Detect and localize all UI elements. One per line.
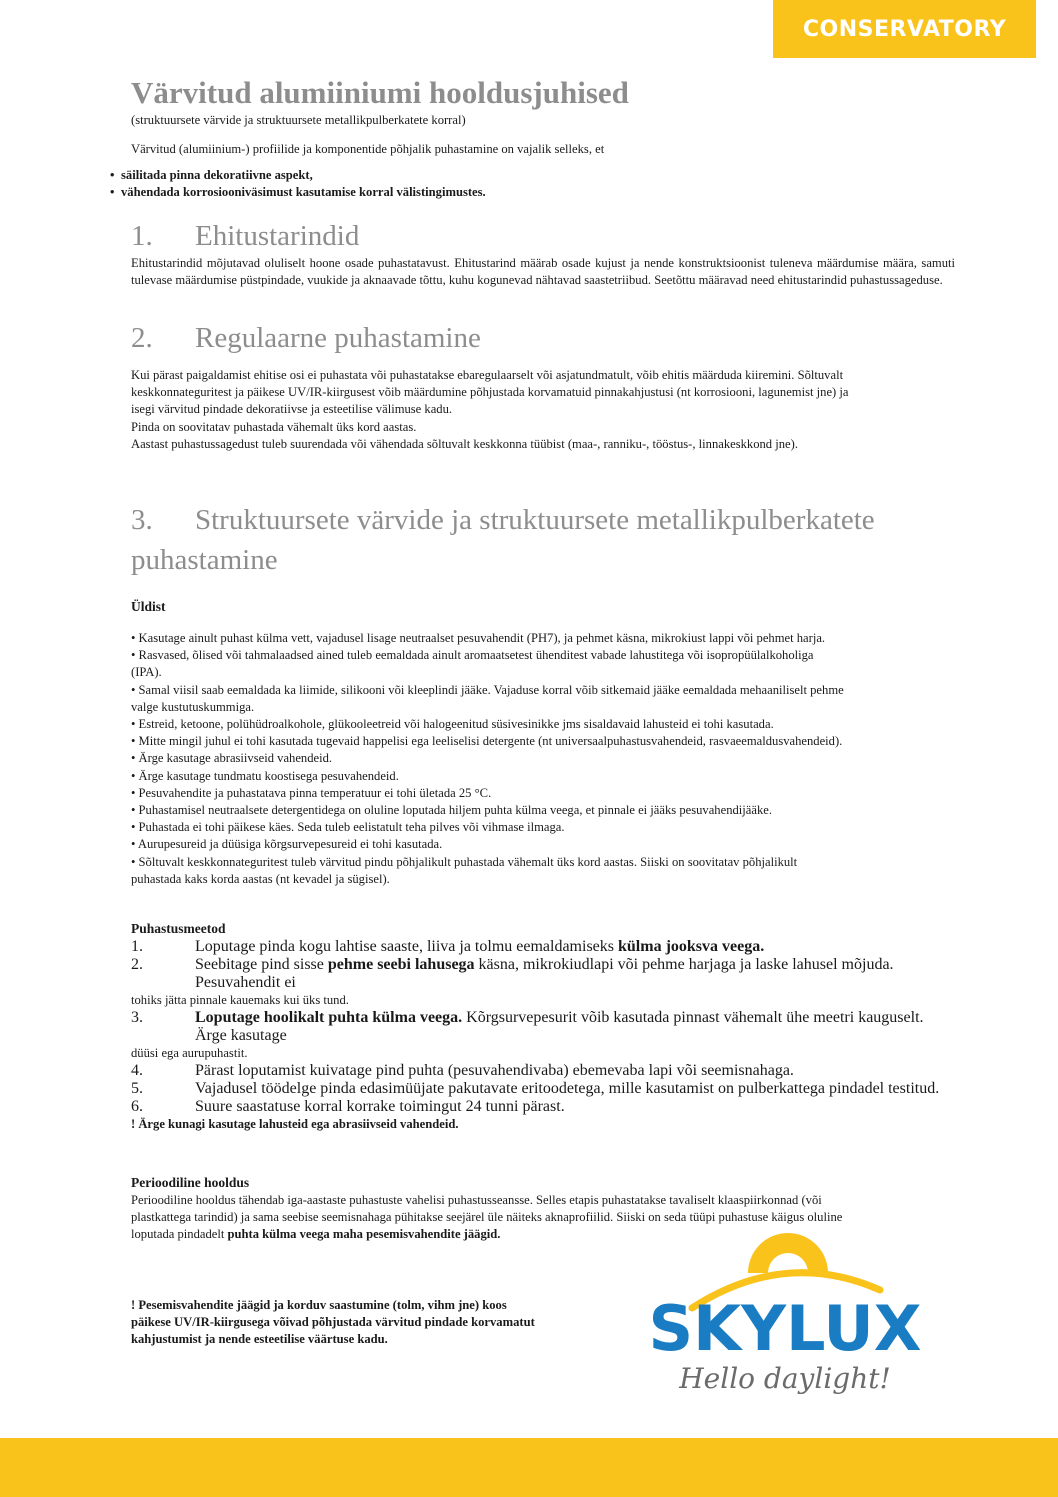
warning-line: päikese UV/IR-kiirgusega võivad põhjustada värvitud pindade korvamatut xyxy=(131,1315,535,1329)
step-emphasis: külma jooksva veega. xyxy=(618,938,765,956)
list-item: • Ärge kasutage tundmatu koostisega pesuvahendeid. xyxy=(131,768,399,783)
skylux-logo xyxy=(630,1228,940,1398)
section-1-heading xyxy=(131,217,955,255)
periodic-heading: Perioodiline hooldus xyxy=(131,1174,250,1190)
list-item: • Samal viisil saab eemaldada ka liimide, silikooni või kleeplindi jääke. Vajaduse korral võib sitkemaid jääke eemaldada mehaaniliselt pehme xyxy=(131,682,844,697)
step-number: 2. xyxy=(131,956,143,974)
intro-bullet-list xyxy=(107,167,955,201)
step-number: 3. xyxy=(131,1009,143,1027)
document-body xyxy=(121,74,955,1243)
section-1-text: Ehitustarindid mõjutavad oluliselt hoone osade puhastatavust. Ehitustarind määrab osade kujust ja nende konstruktsioonist tuleneva määrdumise määra, samuti tulevase määrdumise püstpindade, vuukide ja aknaavade tõttu, kuhu kogunevad nähtavad saastetriibud. Seetõttu määravad need ehitustarindid puhastussageduse. xyxy=(131,255,955,287)
methods-steps xyxy=(131,938,955,1134)
brand-tagline: Hello daylight! xyxy=(679,1362,891,1395)
text-emphasis: puhta külma veega maha pesemisvahendite jäägid. xyxy=(227,1227,501,1242)
list-item: • Mitte mingil juhul ei tohi kasutada tugevaid happelisi ega leeliselisi detergente (nt universaalpuhastusvahendeid, rasvaeemaldusvahendeid). xyxy=(131,734,843,749)
step-2 xyxy=(131,956,955,1009)
step-number: 5. xyxy=(131,1080,143,1098)
list-item: • Puhastada ei tohi päikese käes. Seda tuleb eelistatult teha pilves või vihmase ilmaga. xyxy=(131,820,565,835)
step-text: Suure saastatuse korral korrake toimingut 24 tunni pärast. xyxy=(195,1098,565,1116)
conservatory-tag: CONSERVATORY xyxy=(773,0,1036,58)
step-text: Kõrgsurvepesurit võib kasutada pinnast vähemalt ühe meetri kauguselt. Ärge kasutage xyxy=(195,1009,924,1045)
section-3-heading xyxy=(131,500,955,580)
step-1 xyxy=(131,938,955,956)
methods-heading: Puhastusmeetod xyxy=(131,921,226,937)
text-line: plastkattega tarindid) ja sama seebise seemisnahaga pühitakse seejärel üle näiteks aknaprofiilid. Siiski on seda tüüpi puhastuse käigus oluline xyxy=(131,1209,843,1224)
warning-line: kahjustumist ja nende esteetilise väärtuse kadu. xyxy=(131,1332,388,1346)
list-item: • Aurupesureid ja düüsiga kõrgsurvepesureid ei tohi kasutada. xyxy=(131,837,443,852)
footer-warning xyxy=(131,1297,591,1348)
general-heading: Üldist xyxy=(131,599,166,615)
step-4 xyxy=(131,1062,955,1080)
step-continuation: düüsi ega aurupuhastit. xyxy=(131,1046,248,1061)
step-number: 1. xyxy=(131,938,143,956)
step-text: Pärast loputamist kuivatage pind puhta (pesuvahendivaba) ebemevaba lapi või seemisnahaga. xyxy=(195,1062,794,1080)
step-text: Seebitage pind sisse xyxy=(195,956,328,974)
step-5 xyxy=(131,1080,955,1098)
step-text: käsna, mikrokiudlapi või pehme harjaga ja laske lahusel mõjuda. Pesuvahendit ei xyxy=(195,956,894,992)
page-subtitle: (struktuursete värvide ja struktuursete metallikpulberkatete korral) xyxy=(131,113,466,127)
text-line: keskkonnateguritest ja päikese UV/IR-kiirgusest võib määrdumine põhjustada korvamatuid pinnakahjustusi (nt korrosiooni, lagunemist jne) ja xyxy=(131,385,849,400)
step-number: 4. xyxy=(131,1062,143,1080)
step-text: Vajadusel töödelge pinda edasimüüjate pakutavate eritoodetega, mille kasutamist on pulberkattega pindadel testitud. xyxy=(195,1080,940,1098)
brand-wordmark: SKYLUX xyxy=(648,1292,922,1365)
step-6 xyxy=(131,1098,955,1116)
list-item: • Ärge kasutage abrasiivseid vahendeid. xyxy=(131,751,333,766)
section-title: Struktuursete värvide ja struktuursete metallikpulberkatete xyxy=(195,504,875,537)
list-item: valge kustutuskummiga. xyxy=(131,699,255,714)
section-title: Ehitustarindid xyxy=(195,219,360,252)
section-title: Regulaarne puhastamine xyxy=(195,322,481,355)
text-line: Pinda on soovitatav puhastada vähemalt üks kord aastas. xyxy=(131,419,417,434)
step-emphasis: Loputage hoolikalt puhta külma veega. xyxy=(195,1009,463,1027)
general-list xyxy=(131,630,955,888)
list-item: • Sõltuvalt keskkonnateguritest tuleb värvitud pindu põhjalikult puhastada vähemalt üks kord aastas. Siiski on soovitatav põhjalikult xyxy=(131,854,798,869)
section-number: 2. xyxy=(131,322,153,355)
intro-bullet: • säilitada pinna dekoratiivne aspekt, xyxy=(107,167,955,184)
step-continuation: tohiks jätta pinnale kauemaks kui üks tund. xyxy=(131,993,349,1008)
text-line: isegi värvitud pindade dekoratiivse ja esteetilise välimuse kadu. xyxy=(131,402,453,417)
intro-bullet: • vähendada korrosiooniväsimust kasutamise korral välistingimustes. xyxy=(107,184,955,201)
methods-warning: ! Ärge kunagi kasutage lahusteid ega abrasiivseid vahendeid. xyxy=(131,1117,459,1132)
list-item: (IPA). xyxy=(131,665,162,680)
section-title-continued: puhastamine xyxy=(131,544,278,577)
text-line: Aastast puhastussagedust tuleb suurendada või vähendada sõltuvalt keskkonna tüübist (maa-, ranniku-, tööstus-, linnakeskkond jne). xyxy=(131,436,798,451)
intro-text: Värvitud (alumiinium-) profiilide ja komponentide põhjalik puhastamine on vajalik selleks, et xyxy=(131,142,605,156)
list-item: • Pesuvahendite ja puhastatava pinna temperatuur ei tohi ületada 25 °C. xyxy=(131,785,492,800)
section-2-heading xyxy=(131,319,955,357)
section-2-text xyxy=(131,367,955,453)
page-title: Värvitud alumiiniumi hooldusjuhised xyxy=(131,75,629,110)
warning-line: ! Pesemisvahendite jäägid ja korduv saastumine (tolm, vihm jne) koos xyxy=(131,1298,507,1312)
text-fragment: loputada pindadelt xyxy=(131,1227,228,1242)
step-text: Loputage pinda kogu lahtise saaste, liiva ja tolmu eemaldamiseks xyxy=(195,938,618,956)
footer-bar xyxy=(0,1438,1058,1497)
list-item: • Rasvased, õlised või tahmalaadsed ained tuleb eemaldada ainult aromaatsetest ühenditest vabade lahustitega või isopropüülalkoholiga xyxy=(131,648,814,663)
text-line: Perioodiline hooldus tähendab iga-aastaste puhastuste vahelisi puhastusseansse. Selles etapis puhastatakse tavaliselt klaaspiirkonnad (või xyxy=(131,1192,822,1207)
step-3 xyxy=(131,1009,955,1062)
list-item: puhastada kaks korda aastas (nt kevadel ja sügisel). xyxy=(131,871,390,886)
text-line: Kui pärast paigaldamist ehitise osi ei puhastata või puhastatakse ebaregulaarselt või asjatundmatult, võib ehitis määrduda kiiremini. Sõltuvalt xyxy=(131,368,844,383)
section-number: 3. xyxy=(131,504,153,537)
step-emphasis: pehme seebi lahusega xyxy=(327,956,475,974)
section-number: 1. xyxy=(131,219,153,252)
step-number: 6. xyxy=(131,1098,143,1116)
list-item: • Estreid, ketoone, polühüdroalkohole, glükooleetreid või halogeenitud süsivesinikke jms sisaldavaid lahusteid ei tohi kasutada. xyxy=(131,717,774,732)
skylux-logo-graphic xyxy=(630,1228,940,1398)
list-item: • Kasutage ainult puhast külma vett, vajadusel lisage neutraalset pesuvahendit (PH7), ja pehmet käsna, mikrokiust lappi või pehmet harja. xyxy=(131,631,826,646)
list-item: • Puhastamisel neutraalsete detergentidega on oluline loputada hiljem puhta külma veega, et pinnale ei jääks pesuvahendijääke. xyxy=(131,803,772,818)
